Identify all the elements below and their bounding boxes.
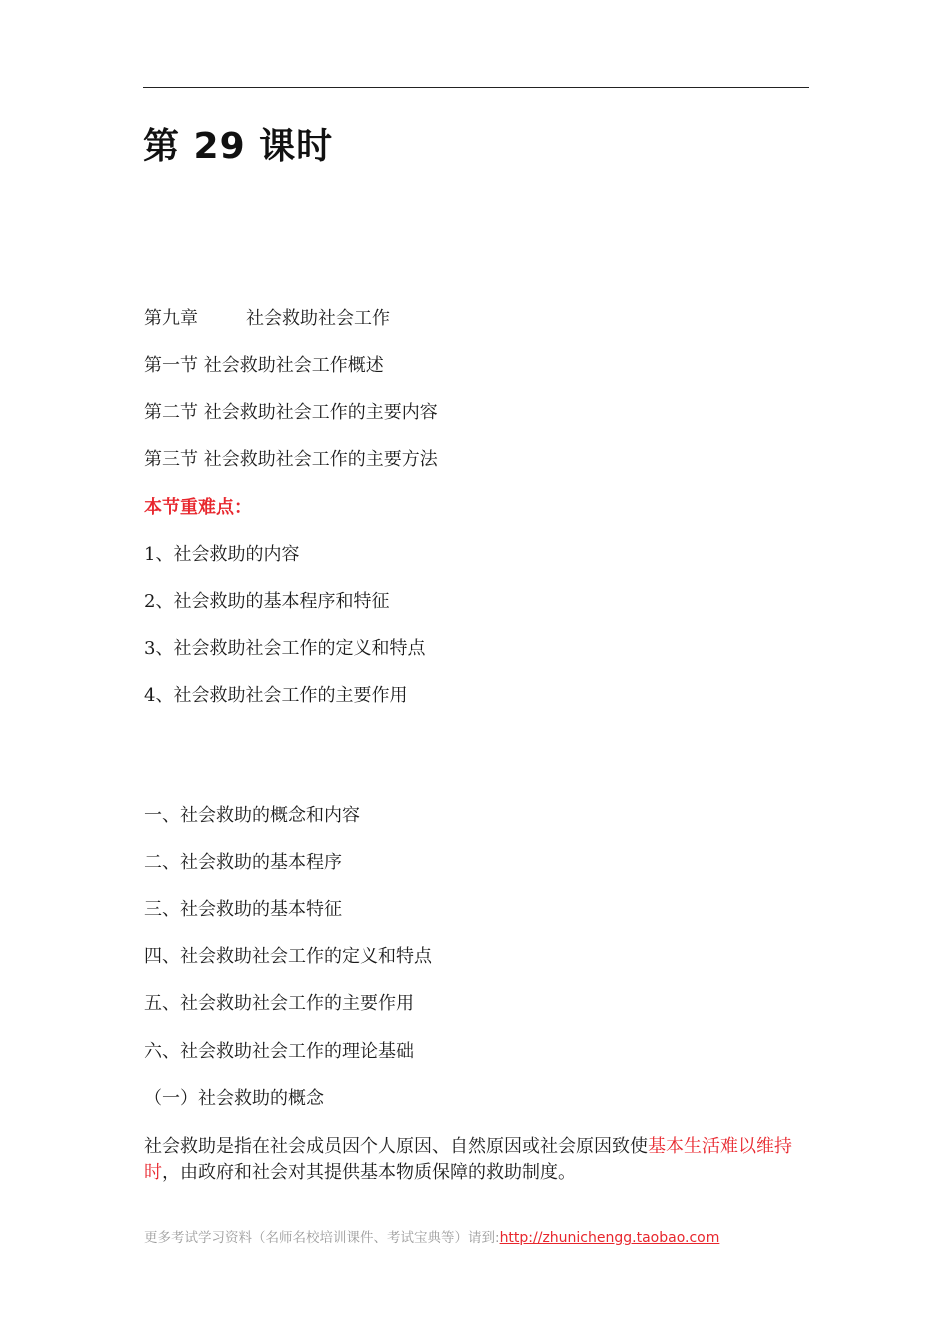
header-rule: [143, 87, 809, 88]
outline-item-1: 一、社会救助的概念和内容: [144, 805, 360, 826]
outline-item-3: 三、社会救助的基本特征: [144, 899, 342, 920]
paragraph-text-after: ，由政府和社会对其提供基本物质保障的救助制度。: [162, 1162, 576, 1183]
subheading: （一）社会救助的概念: [144, 1088, 324, 1109]
outline-item-4: 四、社会救助社会工作的定义和特点: [144, 946, 432, 967]
page-title: 第 29 课时: [143, 126, 334, 167]
key-point-2: 2、社会救助的基本程序和特征: [144, 591, 390, 612]
chapter-label: 第九章: [144, 308, 198, 329]
section-2: 第二节 社会救助社会工作的主要内容: [144, 402, 438, 423]
key-point-1: 1、社会救助的内容: [144, 544, 300, 565]
footer-link[interactable]: http://zhunichengg.taobao.com: [499, 1230, 720, 1246]
section-1: 第一节 社会救助社会工作概述: [144, 355, 384, 376]
paragraph-text-before: 社会救助是指在社会成员因个人原因、自然原因或社会原因致使: [144, 1136, 648, 1157]
key-points-heading: 本节重难点：: [144, 497, 252, 518]
chapter-line: [144, 307, 390, 331]
key-point-4: 4、社会救助社会工作的主要作用: [144, 685, 408, 706]
section-3: 第三节 社会救助社会工作的主要方法: [144, 449, 438, 470]
footer-text: 更多考试学习资料（名师名校培训课件、考试宝典等）请到:: [144, 1230, 500, 1246]
definition-paragraph: [144, 1134, 814, 1186]
outline-item-6: 六、社会救助社会工作的理论基础: [144, 1041, 414, 1062]
chapter-name: 社会救助社会工作: [246, 308, 390, 329]
paragraph-highlight: 基本生活难以维持时: [144, 1136, 792, 1183]
outline-item-5: 五、社会救助社会工作的主要作用: [144, 993, 414, 1014]
footer: [144, 1226, 719, 1246]
key-point-3: 3、社会救助社会工作的定义和特点: [144, 638, 426, 659]
outline-item-2: 二、社会救助的基本程序: [144, 852, 342, 873]
